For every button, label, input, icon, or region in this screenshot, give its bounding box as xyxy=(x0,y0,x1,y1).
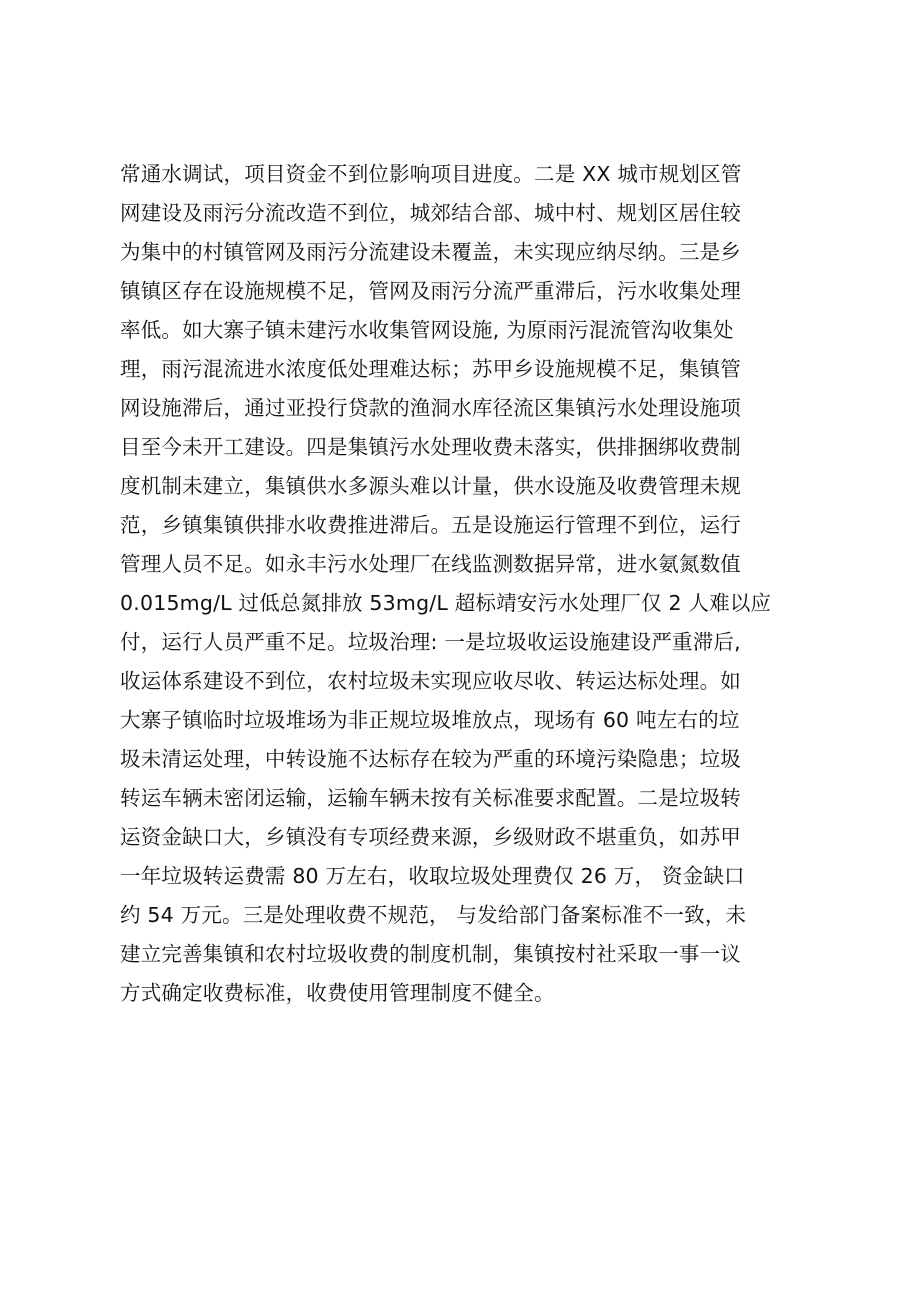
text-line: 建立完善集镇和农村垃圾收费的制度机制，集镇按村社采取一事一议 xyxy=(120,942,741,966)
text-line: 率低。如大寨子镇未建污水收集管网设施, 为原雨污混流管沟收集处 xyxy=(120,318,734,342)
text-line: 运资金缺口大，乡镇没有专项经费来源，乡级财政不堪重负，如苏甲 xyxy=(120,825,741,849)
text-line: 方式确定收费标准，收费使用管理制度不健全。 xyxy=(120,981,555,1005)
text-line: 大寨子镇临时垃圾堆场为非正规垃圾堆放点，现场有 60 吨左右的垃 xyxy=(120,708,740,732)
text-line: 转运车辆未密闭运输，运输车辆未按有关标准要求配置。二是垃圾转 xyxy=(120,786,741,810)
text-line: 目至今未开工建设。四是集镇污水处理收费未落实，供排捆绑收费制 xyxy=(120,435,741,459)
text-line: 网设施滞后，通过亚投行贷款的渔洞水库径流区集镇污水处理设施项 xyxy=(120,396,741,420)
text-line: 一年垃圾转运费需 80 万左右，收取垃圾处理费仅 26 万， 资金缺口 xyxy=(120,864,745,888)
text-line: 度机制未建立，集镇供水多源头难以计量，供水设施及收费管理未规 xyxy=(120,474,741,498)
text-line: 约 54 万元。三是处理收费不规范， 与发给部门备案标准不一致，未 xyxy=(120,903,747,927)
text-line: 镇镇区存在设施规模不足，管网及雨污分流严重滞后，污水收集处理 xyxy=(120,279,741,303)
text-line: 常通水调试，项目资金不到位影响项目进度。二是 XX 城市规划区管 xyxy=(120,162,742,186)
text-line: 收运体系建设不到位，农村垃圾未实现应收尽收、转运达标处理。如 xyxy=(120,669,741,693)
text-line: 管理人员不足。如永丰污水处理厂在线监测数据异常，进水氨氮数值 xyxy=(120,552,741,576)
text-line: 网建设及雨污分流改造不到位，城郊结合部、城中村、规划区居住较 xyxy=(120,201,741,225)
text-line: 为集中的村镇管网及雨污分流建设未覆盖，未实现应纳尽纳。三是乡 xyxy=(120,240,741,264)
text-line: 范，乡镇集镇供排水收费推进滞后。五是设施运行管理不到位，运行 xyxy=(120,513,741,537)
text-line: 理，雨污混流进水浓度低处理难达标；苏甲乡设施规模不足，集镇管 xyxy=(120,357,741,381)
text-line: 圾未清运处理，中转设施不达标存在较为严重的环境污染隐患；垃圾 xyxy=(120,747,741,771)
document-body xyxy=(120,155,820,1013)
text-line: 0.015mg/L 过低总氮排放 53mg/L 超标靖安污水处理厂仅 2 人难以应 xyxy=(120,591,772,615)
text-line: 付，运行人员严重不足。垃圾治理: 一是垃圾收运设施建设严重滞后, xyxy=(120,630,741,654)
